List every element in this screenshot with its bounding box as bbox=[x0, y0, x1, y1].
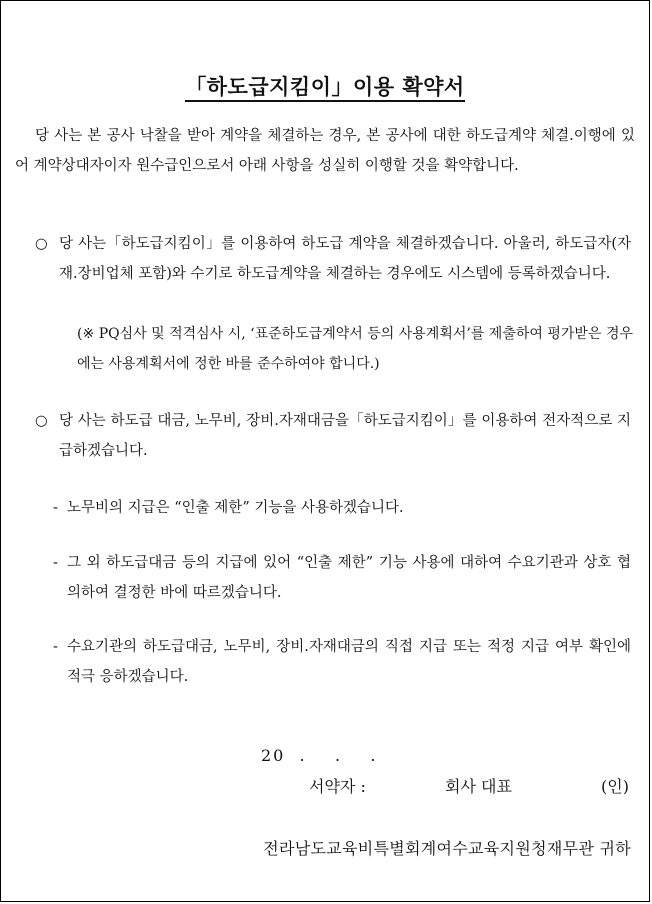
document-title bbox=[1, 71, 649, 101]
sub-item-1-text: 노무비의 지급은 “인출 제한” 기능을 사용하겠습니다. bbox=[67, 500, 404, 516]
intro-paragraph: 당 사는 본 공사 낙찰을 받아 계약을 체결하는 경우, 본 공사에 대한 하도급계약 체결.이행에 있어 계약상대자이자 원수급인으로서 아래 사항을 성실히 이행할 것을 확약합니다. bbox=[15, 128, 635, 174]
sub-item-3 bbox=[53, 632, 631, 692]
seal-mark: (인) bbox=[601, 777, 629, 796]
pledge-item-1 bbox=[35, 229, 631, 289]
sub-item-1 bbox=[53, 493, 631, 523]
sub-item-2-text: 그 외 하도급대금 등의 지급에 있어 “인출 제한” 기능 사용에 대하여 수요기관과 상호 협의하여 결정한 바에 따르겠습니다. bbox=[67, 555, 631, 601]
circle-bullet-icon: ○ bbox=[35, 413, 48, 429]
pledge-item-1-text: 당 사는「하도급지킴이」를 이용하여 하도급 계약을 체결하겠습니다. 아울러, 하도급자(자재.장비업체 포함)와 수기로 하도급계약을 체결하는 경우에도 시스템에 등록하겠습니다. bbox=[59, 236, 631, 282]
circle-bullet-icon: ○ bbox=[35, 236, 48, 252]
addressee: 전라남도교육비특별회계여수교육지원청재무관 귀하 bbox=[263, 839, 631, 858]
pledge-item-2-text: 당 사는 하도급 대금, 노무비, 장비.자재대금을「하도급지킴이」를 이용하여 전자적으로 지급하겠습니다. bbox=[59, 413, 631, 459]
pq-note: (※ PQ심사 및 적격심사 시, ‘표준하도급계약서 등의 사용계획서’를 제출하여 평가받은 경우에는 사용계획서에 정한 바를 준수하여야 합니다.) bbox=[77, 326, 633, 372]
sub-item-2 bbox=[53, 548, 631, 608]
pledge-item-2 bbox=[35, 406, 631, 466]
dash-bullet-icon: - bbox=[53, 500, 58, 516]
signer-label: 서약자 : bbox=[309, 777, 366, 796]
signature-row bbox=[1, 774, 649, 802]
company-representative: 회사 대표 bbox=[445, 777, 512, 796]
dash-bullet-icon: - bbox=[53, 555, 58, 571]
pledge-date: 20 . . . bbox=[261, 746, 378, 765]
dash-bullet-icon: - bbox=[53, 639, 58, 655]
sub-item-3-text: 수요기관의 하도급대금, 노무비, 장비.자재대금의 직접 지급 또는 적정 지급 여부 확인에 적극 응하겠습니다. bbox=[67, 639, 631, 685]
document-title-text: 「하도급지킴이」이용 확약서 bbox=[185, 74, 464, 102]
